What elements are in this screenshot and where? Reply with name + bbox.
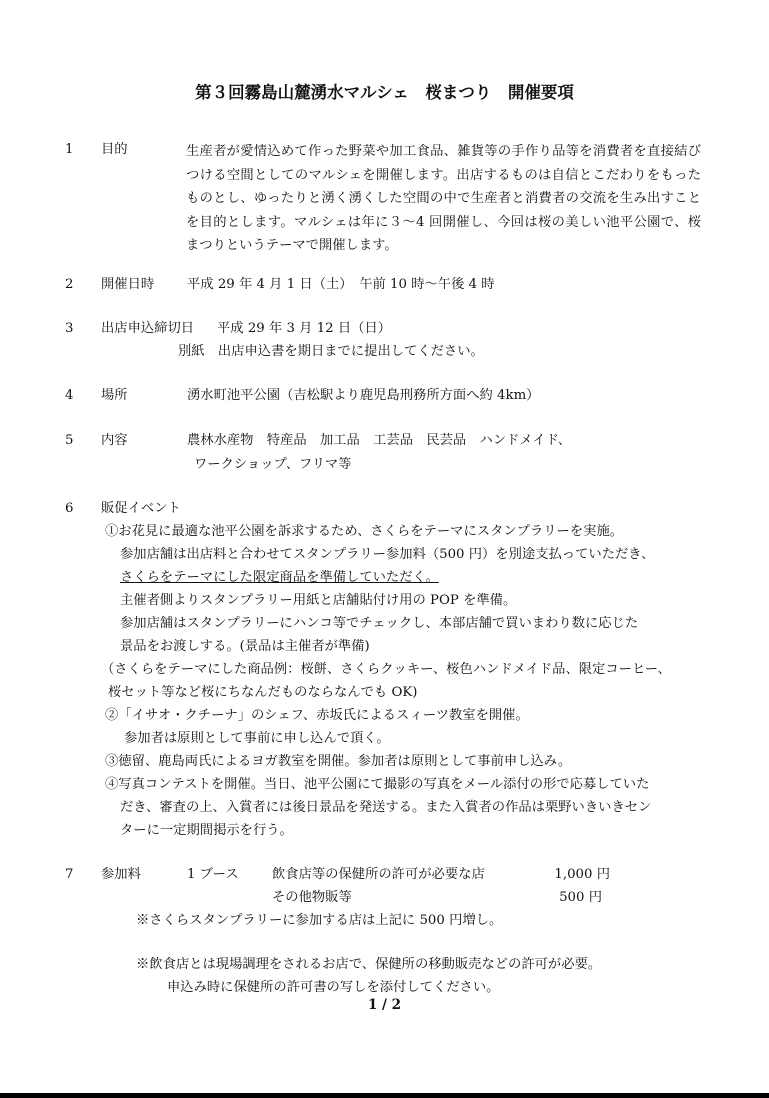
event-line: 景品をお渡しする。(景品は主催者が準備)	[120, 639, 370, 654]
section-number-6: 6	[65, 501, 74, 516]
deadline-value: 平成 29 年 3 月 12 日（日）	[217, 321, 392, 336]
section-number-3: 3	[65, 321, 74, 336]
event-line: ②「イサオ・クチーナ」のシェフ、赤坂氏によるスィーツ教室を開催。	[105, 708, 529, 723]
fee-row-label: その他物販等	[272, 890, 352, 905]
purpose-text: 生産者が愛情込めて作った野菜や加工食品、雑貨等の手作り品等を消費者を直接結びつける空間としてのマルシェを開催します。出店するものは自信とこだわりをもったものとし、ゆったりと湧く湧くした空間の中で生産者と消費者の交流を生み出すことを目的とします。マルシェは年に３～4 回開催し、今回は桜の美しい池平公園で、桜まつりというテーマで開催します。	[186, 144, 701, 254]
fee-row-amount: 1,000 円	[554, 867, 610, 882]
section-label-purpose: 目的	[101, 142, 128, 157]
section-label-deadline: 出店申込締切日	[101, 321, 195, 336]
deadline-note: 別紙 出店申込書を期日までに提出してください。	[178, 344, 484, 359]
document-title: 第３回霧島山麓湧水マルシェ 桜まつり 開催要項	[195, 83, 574, 102]
content-line-1: 農林水産物 特産品 加工品 工芸品 民芸品 ハンドメイド、	[187, 433, 572, 448]
event-line: だき、審査の上、入賞者には後日景品を発送する。また入賞者の作品は栗野いきいきセン	[120, 800, 652, 815]
event-line: ③徳留、鹿島両氏によるヨガ教室を開催。参加者は原則として事前申し込み。	[105, 754, 572, 769]
page-bottom-border	[0, 1093, 769, 1098]
place-value: 湧水町池平公園（吉松駅より鹿児島刑務所方面へ約 4km）	[187, 388, 540, 403]
fee-row-amount: 500 円	[559, 890, 602, 905]
page-number: 1 / 2	[367, 997, 402, 1013]
event-line: 参加者は原則として事前に申し込んで頂く。	[124, 731, 390, 746]
date-value: 平成 29 年 4 月 1 日（土） 午前 10 時～午後 4 時	[187, 277, 495, 292]
section-number-2: 2	[65, 277, 74, 292]
fee-note-permit: 申込み時に保健所の許可書の写しを添付してください。	[167, 980, 500, 995]
fee-note-stamp-rally: ※さくらスタンプラリーに参加する店は上記に 500 円増し。	[136, 913, 503, 928]
section-label-content: 内容	[101, 433, 128, 448]
event-line: ①お花見に最適な池平公園を訴求するため、さくらをテーマにスタンプラリーを実施。	[105, 524, 624, 539]
fee-row-label: 飲食店等の保健所の許可が必要な店	[272, 867, 485, 882]
fee-note-restaurant: ※飲食店とは現場調理をされるお店で、保健所の移動販売などの許可が必要。	[136, 957, 602, 972]
event-line: 主催者側よりスタンプラリー用紙と店舗貼付け用の POP を準備。	[120, 593, 517, 608]
event-line: ④写真コンテストを開催。当日、池平公園にて撮影の写真をメール添付の形で応募していた	[105, 777, 650, 792]
event-line: 桜セット等など桜にちなんだものならなんでも OK)	[108, 685, 418, 700]
section-label-events: 販促イベント	[101, 501, 181, 516]
section-label-date: 開催日時	[101, 277, 155, 292]
event-line: ターに一定期間掲示を行う。	[120, 823, 293, 838]
event-line: （さくらをテーマにした商品例：桜餅、さくらクッキー、桜色ハンドメイド品、限定コーヒー、	[101, 662, 671, 677]
section-number-7: 7	[65, 867, 74, 882]
section-label-place: 場所	[101, 388, 128, 403]
fee-unit: 1 ブース	[187, 867, 239, 882]
content-line-2: ワークショップ、フリマ等	[194, 457, 352, 472]
section-number-5: 5	[65, 433, 74, 448]
section-number-4: 4	[65, 388, 74, 403]
event-line: 参加店舗は出店料と合わせてスタンプラリー参加料（500 円）を別途支払っていただき、	[120, 547, 655, 562]
event-line-underlined: さくらをテーマにした限定商品を準備していただく。	[120, 570, 439, 585]
section-label-fee: 参加料	[101, 867, 141, 882]
section-number-1: 1	[65, 142, 74, 157]
event-line: 参加店舗はスタンプラリーにハンコ等でチェックし、本部店舗で買いまわり数に応じた	[120, 616, 639, 631]
